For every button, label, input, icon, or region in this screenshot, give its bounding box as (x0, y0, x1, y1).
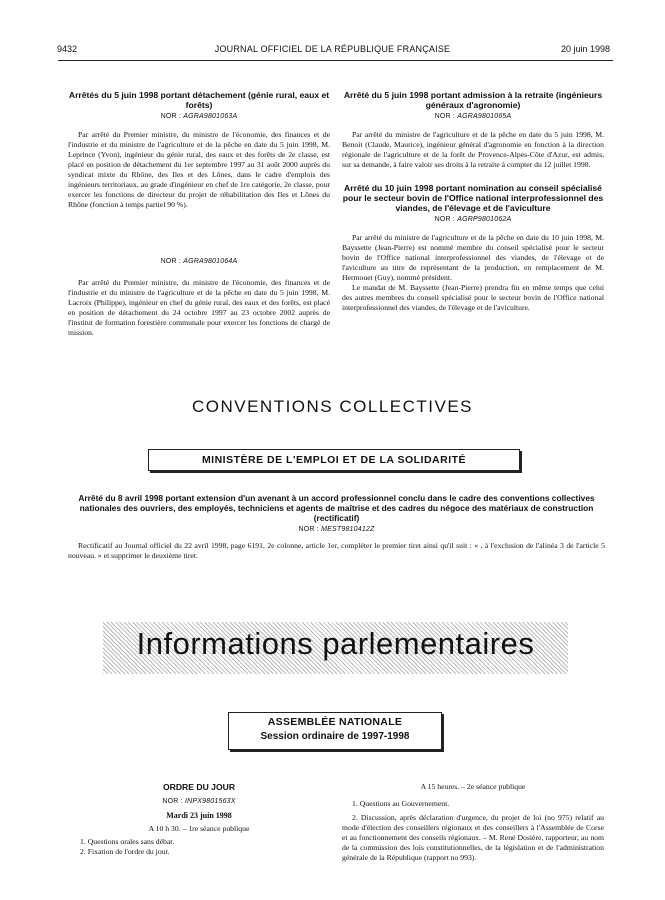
convention-block (68, 493, 605, 561)
left-column (68, 90, 330, 210)
left-column-second (68, 255, 330, 338)
session1-time: A 10 h 30. – 1re séance publique (148, 824, 250, 833)
nor-code: MEST9810412Z (321, 526, 375, 533)
assembly-box (228, 712, 442, 750)
nor-code: AGRP9801062A (457, 216, 512, 223)
issue-date: 20 juin 1998 (560, 44, 610, 54)
page-number: 9432 (57, 44, 78, 54)
decree-text-leprince: Par arrêté du Premier ministre, du ministre de l'économie, des finances et de l'industrie et du ministre de l'agriculture et de la pêche en date du 5 juin 1998, M. Leprince (Yvon), ingénieur du génie rural, des eaux et des forêts de 2e classe, est placé en position de détachement du 1er septembre 1997 au 31 août 2000 auprès du syndicat mixte du Rhône, des Iles et des Lônes, dans le cadre d'emplois des ingénieurs territoriaux, au grade d'ingénieur en chef de 1re catégorie, 2e classe, pour exercer les fonctions de directeur du projet de réhabilitation des Iles et Lônes du Rhône (fonction à temps partiel 90 %). (68, 130, 330, 209)
nor-code: AGRA9801064A (183, 258, 238, 265)
ministry-box: MINISTÈRE DE L'EMPLOI ET DE LA SOLIDARITÉ (148, 449, 520, 471)
nor-label: NOR : (162, 798, 183, 805)
nor-reference (342, 113, 604, 120)
session-label: Session ordinaire de 1997-1998 (260, 731, 410, 742)
nor-label: NOR : (434, 113, 456, 120)
agenda-item: 2. Fixation de l'ordre du jour. (80, 847, 170, 856)
decree-text-mandat: Le mandat de M. Bayssette (Jean-Pierre) prendra fin en même temps que celui des autres membres du conseil spécialisé pour le secteur bovin de l'Office national interprofessionnel des viandes, de l'élevage et de l'aviculture. (342, 283, 604, 312)
decree-title-retraite: Arrêté du 5 juin 1998 portant admission à la retraite (ingénieurs généraux d'agronomie) (343, 90, 603, 110)
agenda-day: Mardi 23 juin 1998 (166, 811, 232, 820)
assembly-name: ASSEMBLÉE NATIONALE (267, 716, 403, 728)
session2-time: A 15 heures. – 2e séance publique (420, 782, 526, 791)
agenda-item: 1. Questions au Gouvernement. (352, 799, 450, 808)
agenda-right (342, 782, 604, 863)
convention-title: Arrêté du 8 avril 1998 portant extension d'un avenant à un accord professionnel conclu dans le cadre des conventions collectives nationales des ouvriers, des employés, techniciens et agents de maîtrise et des cadres du négoce des matériaux de construction (rectificatif) (78, 493, 595, 523)
agenda-left (68, 782, 330, 857)
nor-code: AGRA9801065A (457, 113, 512, 120)
decree-text-lacroix: Par arrêté du Premier ministre, du ministre de l'économie, des finances et de l'industrie et du ministre de l'agriculture et de la pêche en date du 5 juin 1998, M. Lacroix (Philippe), ingénieur en chef du génie rural, des eaux et des forêts, est placé en position de détachement du 24 octobre 1997 au 23 octobre 2002 auprès de l'institut de formation forestière communale pour exercer les fonctions de chargé de mission. (68, 278, 330, 337)
nor-label: NOR : (434, 216, 456, 223)
agenda-title: ORDRE DU JOUR (162, 782, 236, 792)
nor-label: NOR : (160, 258, 182, 265)
nor-reference (68, 798, 330, 805)
nor-code: INPX9801563X (184, 798, 236, 805)
decree-text-bayssette: Par arrêté du ministre de l'agriculture et de la pêche en date du 10 juin 1998, M. Bayssette (Jean-Pierre) est nommé membre du conseil spécialisé pour le secteur bovin de l'Office national interprofessionnel des viandes, de l'élevage et de l'aviculture au titre de représentant de la production, en remplacement de M. Hermouet (Guy), nommé président. (342, 233, 604, 282)
nor-reference (68, 258, 330, 265)
nor-code: AGRA9801063A (183, 113, 238, 120)
agenda-item: 2. Discussion, après déclaration d'urgence, du projet de loi (no 975) relatif au mode d'élection des conseillers régionaux et des conseillers à l'Assemblée de Corse et au fonctionnement des conseils régionaux. – M. René Dosière, rapporteur, au nom de la commission des lois constitutionnelles, de la législation et de l'administration générale de la République (rapport no 993). (342, 813, 604, 862)
decree-title-detachement: Arrêtés du 5 juin 1998 portant détachement (génie rural, eaux et forêts) (68, 90, 330, 110)
header-rule (58, 60, 613, 61)
decree-title-nomination: Arrêté du 10 juin 1998 portant nomination au conseil spécialisé pour le secteur bovin de l'Office national interprofessionnel des viandes, de l'élevage et de l'aviculture (342, 183, 604, 213)
convention-rectificatif: Rectificatif au Journal officiel du 22 avril 1998, page 6191, 2e colonne, article 1er, compléter le premier tiret ainsi qu'il suit : « , à l'exclusion de l'alinéa 3 de l'article 5 nouveau. » et supprimer le deuxième tiret. (68, 541, 605, 560)
right-column (342, 90, 604, 313)
nor-reference (68, 526, 605, 533)
nor-reference (68, 113, 330, 120)
nor-reference (342, 216, 604, 223)
section-heading-conventions: CONVENTIONS COLLECTIVES (191, 397, 474, 416)
decree-text-benoit: Par arrêté du ministre de l'agriculture et de la pêche en date du 5 juin 1998, M. Benoit (Claude, Maurice), ingénieur général d'agronomie en fonction à la direction régionale de l'agriculture et de la forêt de Provence-Alpes-Côte d'Azur, est admis, sur sa demande, à faire valoir ses droits à la retraite à compter du 12 juillet 1998. (342, 130, 604, 169)
nor-label: NOR : (298, 526, 319, 533)
banner-title: Informations parlementaires (136, 626, 535, 661)
nor-label: NOR : (160, 113, 182, 120)
journal-title: JOURNAL OFFICIEL DE LA RÉPUBLIQUE FRANÇAISE (214, 44, 451, 54)
agenda-item: 1. Questions orales sans débat. (80, 837, 175, 846)
